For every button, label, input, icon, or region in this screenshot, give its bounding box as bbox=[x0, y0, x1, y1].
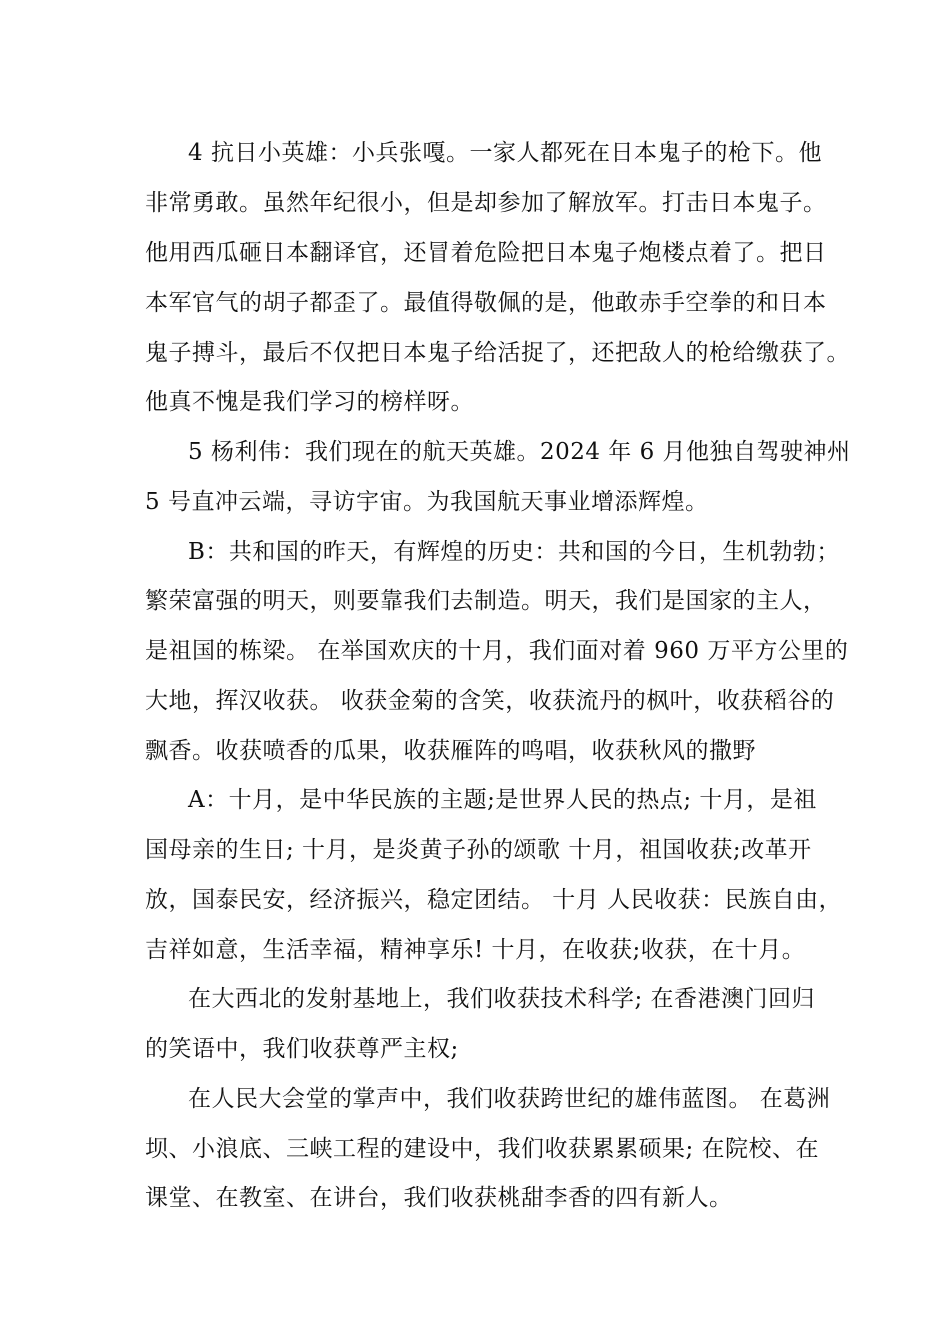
text-line: 在人民大会堂的掌声中，我们收获跨世纪的雄伟蓝图。 在葛洲 bbox=[188, 1086, 831, 1112]
text-line: 飘香。收获喷香的瓜果，收获雁阵的鸣唱，收获秋风的撒野 bbox=[145, 738, 756, 764]
text-line: A：十月，是中华民族的主题;是世界人民的热点; 十月，是祖 bbox=[188, 787, 817, 813]
text-line: 他用西瓜砸日本翻译官，还冒着危险把日本鬼子炮楼点着了。把日 bbox=[145, 240, 827, 266]
text-line: 非常勇敢。虽然年纪很小，但是却参加了解放军。打击日本鬼子。 bbox=[145, 190, 827, 216]
text-line: 4 抗日小英雄：小兵张嘎。一家人都死在日本鬼子的枪下。他 bbox=[188, 140, 822, 166]
text-line: 本军官气的胡子都歪了。最值得敬佩的是，他敢赤手空拳的和日本 bbox=[145, 290, 827, 316]
text-line: 在大西北的发射基地上，我们收获技术科学; 在香港澳门回归 bbox=[188, 986, 816, 1012]
text-line: B：共和国的昨天，有辉煌的历史：共和国的今日，生机勃勃； bbox=[188, 539, 840, 565]
text-line: 课堂、在教室、在讲台，我们收获桃甜李香的四有新人。 bbox=[145, 1185, 733, 1211]
text-line: 他真不愧是我们学习的榜样呀。 bbox=[145, 389, 474, 415]
text-line: 5 杨利伟：我们现在的航天英雄。2024 年 6 月他独自驾驶神州 bbox=[188, 439, 851, 465]
text-line: 是祖国的栋梁。 在举国欢庆的十月，我们面对着 960 万平方公里的 bbox=[145, 638, 849, 664]
text-line: 放，国泰民安，经济振兴，稳定团结。 十月 人民收获：民族自由， bbox=[145, 887, 843, 913]
text-line: 大地，挥汉收获。 收获金菊的含笑，收获流丹的枫叶，收获稻谷的 bbox=[145, 688, 835, 714]
text-line: 繁荣富强的明天，则要靠我们去制造。明天，我们是国家的主人， bbox=[145, 588, 827, 614]
text-line: 国母亲的生日; 十月，是炎黄子孙的颂歌 十月，祖国收获;改革开 bbox=[145, 837, 812, 863]
text-line: 鬼子搏斗，最后不仅把日本鬼子给活捉了，还把敌人的枪给缴获了。 bbox=[145, 340, 850, 366]
text-line: 的笑语中，我们收获尊严主权; bbox=[145, 1036, 459, 1062]
text-line: 吉祥如意，生活幸福，精神享乐! 十月，在收获;收获，在十月。 bbox=[145, 937, 806, 963]
text-line: 坝、小浪底、三峡工程的建设中，我们收获累累硕果; 在院校、在 bbox=[145, 1136, 820, 1162]
text-line: 5 号直冲云端，寻访宇宙。为我国航天事业增添辉煌。 bbox=[145, 489, 709, 515]
